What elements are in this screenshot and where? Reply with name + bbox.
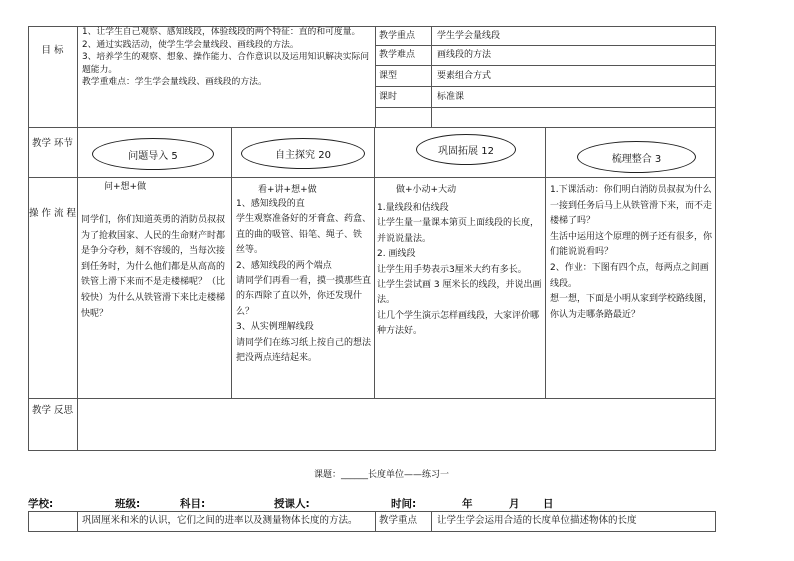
row-divider-objectives	[28, 127, 716, 128]
info-key-1: 教学重点	[379, 31, 416, 41]
topic-value: 长度单位——练习一	[368, 470, 450, 480]
info-key-2: 教学难点	[379, 50, 416, 60]
info-row-4	[375, 107, 715, 108]
table-right-border	[715, 26, 716, 451]
info-value-4: 标准课	[437, 92, 465, 102]
time-label: 时间:	[391, 498, 417, 510]
next-table-right	[715, 511, 716, 532]
process-col2-heading: 看+讲+想+做	[258, 185, 317, 195]
info-key-4: 课时	[379, 92, 398, 102]
month-label: 月	[509, 498, 520, 510]
process-col-divider-2	[374, 127, 375, 399]
next-key-value: 让学生学会运用合适的长度单位描述物体的长度	[437, 515, 637, 526]
next-key-label: 教学重点	[379, 515, 418, 526]
next-topic-label	[314, 468, 449, 483]
info-row-1	[375, 45, 715, 46]
stage-oval-explore: 自主探究 20	[241, 138, 365, 169]
row-divider-stages	[28, 177, 716, 178]
stage-oval-summary: 梳理整合 3	[577, 141, 696, 173]
process-col3-heading: 做+小动+大动	[396, 185, 457, 195]
year-label: 年	[462, 498, 473, 510]
subject-label: 科目:	[180, 498, 206, 510]
process-col2-body: 1、感知线段的直 学生观察准备好的牙膏盒、药盒、直的曲的吸管、铅笔、绳子、铁 丝等。 2、感知线段的两个端点 请同学们再看一看，摸一摸那些直的东西除了直以外，你还发现什么？ 3、从实例理解线段 请同学们在练习纸上按自己的想法把没两点连结起来。	[236, 199, 372, 364]
info-value-1: 学生学会量线段	[437, 31, 501, 41]
next-table-bottom	[28, 531, 716, 532]
label-column-divider	[77, 26, 78, 451]
day-label: 日	[543, 498, 554, 510]
info-value-2: 画线段的方法	[437, 50, 492, 60]
table-bottom-border	[28, 450, 716, 451]
process-col-divider-3	[545, 127, 546, 399]
next-table-col1	[77, 511, 78, 532]
info-divider-left	[375, 26, 376, 127]
teacher-label: 授课人:	[274, 498, 310, 510]
topic-label: 课题：	[314, 470, 342, 480]
objectives-label: 目 标	[41, 45, 64, 56]
process-col1-heading: 问+想+做	[104, 182, 147, 192]
info-key-3: 课型	[379, 71, 398, 81]
next-row-text: 巩固厘米和米的认识，它们之间的进率以及测量物体长度的方法。	[82, 515, 358, 526]
process-col-divider-1	[231, 127, 232, 399]
next-table-col3	[431, 511, 432, 532]
next-table-col2	[375, 511, 376, 532]
info-row-3	[375, 86, 715, 87]
next-table-left	[28, 511, 29, 532]
process-col3-body: 1.量线段和估线段 让学生量一量课本第页上面线段的长度，并说说量法。 2. 画线段 让学生用手势表示3厘米大约有多长。 让学生尝试画 3 厘米长的线段，并说出画法。 让几个学生演示怎样画线段，大家评价哪种方法好。	[377, 203, 542, 337]
stage-oval-intro: 问题导入 5	[92, 138, 214, 170]
stages-label: 教学 环节	[31, 138, 74, 149]
stage-oval-consolidate: 巩固拓展 12	[416, 134, 516, 165]
process-col1-body: 同学们，你们知道英勇的消防员叔叔为了抢救国家、人民的生命财产时都是争分夺秒，刻不容缓的，当每次接到任务时，为什么他们都是从高高的铁管上滑下来而不是走楼梯呢？（比较快）为什么从铁管滑下来比走楼梯快呢？	[81, 215, 226, 319]
objectives-text: 1、让学生自己观察、感知线段，体验线段的两个特征：直的和可度量。 2、通过实践活动，使学生学会量线段、画线段的方法。 3、培养学生的观察、想象、操作能力、合作意识以及运用知识解决实际问题能力。 教学重难点：学生学会量线段、画线段的方法。	[82, 27, 370, 87]
info-divider-right	[431, 26, 432, 127]
reflection-label: 教学 反思	[31, 405, 74, 416]
info-value-3: 要素组合方式	[437, 71, 492, 81]
school-label: 学校:	[28, 498, 54, 510]
class-label: 班级:	[115, 498, 141, 510]
table-left-border	[28, 26, 29, 451]
process-label: 操 作 流 程	[28, 208, 77, 219]
row-divider-process	[28, 398, 716, 399]
process-col4-body: 1.下课活动：你们明白消防员叔叔为什么一接到任务后马上从铁管滑下来，而不走楼梯了吗？ 生活中运用这个原理的例子还有很多，你们能说说看吗？ 2、作业：下图有四个点，每两点之间画线段。 想一想，下面是小明从家到学校路线图，你认为走哪条路最近？	[550, 185, 713, 320]
next-table-top	[28, 511, 716, 512]
topic-blank: ______	[341, 470, 369, 480]
info-row-2	[375, 65, 715, 66]
